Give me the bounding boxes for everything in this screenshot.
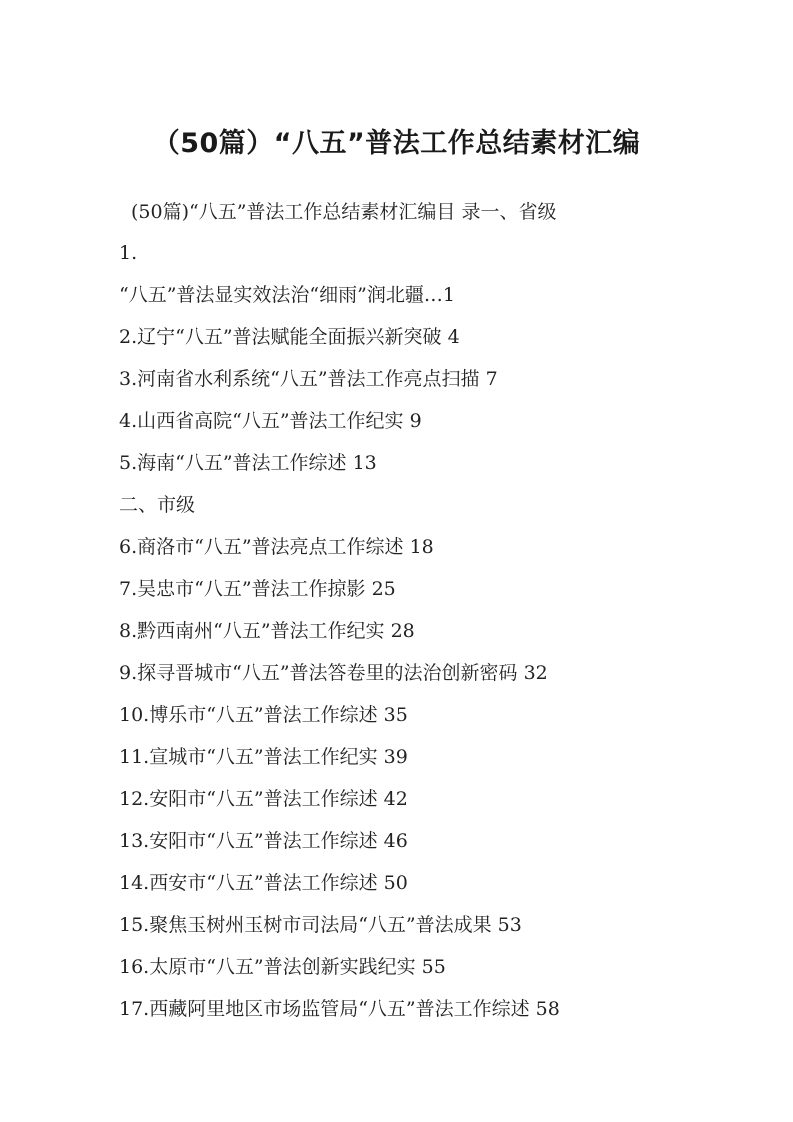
toc-line: 10.博乐市“八五”普法工作综述 35 [119, 704, 408, 726]
toc-line: 14.西安市“八五”普法工作综述 50 [119, 872, 408, 894]
toc-line: 4.山西省高院“八五”普法工作纪实 9 [119, 410, 422, 432]
toc-line: 6.商洛市“八五”普法亮点工作综述 18 [119, 536, 434, 558]
toc-line: 1. [119, 242, 138, 264]
toc-line: 11.宣城市“八五”普法工作纪实 39 [119, 746, 408, 768]
toc-line: 3.河南省水利系统“八五”普法工作亮点扫描 7 [119, 368, 498, 390]
toc-line: “八五”普法显实效法治“细雨”润北疆…1 [119, 284, 455, 306]
table-of-contents [119, 238, 560, 1036]
document-title: （50篇）“八五”普法工作总结素材汇编 [152, 128, 641, 159]
toc-line: 7.吴忠市“八五”普法工作掠影 25 [119, 578, 396, 600]
toc-line: 12.安阳市“八五”普法工作综述 42 [119, 788, 408, 810]
toc-line: 9.探寻晋城市“八五”普法答卷里的法治创新密码 32 [119, 662, 548, 684]
toc-line: 16.太原市“八五”普法创新实践纪实 55 [119, 956, 446, 978]
toc-line: 13.安阳市“八五”普法工作综述 46 [119, 830, 408, 852]
toc-line: 17.西藏阿里地区市场监管局“八五”普法工作综述 58 [119, 998, 560, 1020]
toc-section-heading: 二、市级 [119, 494, 196, 516]
toc-heading: (50篇)“八五”普法工作总结素材汇编目 录一、省级 [131, 201, 557, 223]
toc-line: 15.聚焦玉树州玉树市司法局“八五”普法成果 53 [119, 914, 522, 936]
toc-line: 5.海南“八五”普法工作综述 13 [119, 452, 377, 474]
toc-line: 2.辽宁“八五”普法赋能全面振兴新突破 4 [119, 326, 460, 348]
toc-line: 8.黔西南州“八五”普法工作纪实 28 [119, 620, 415, 642]
